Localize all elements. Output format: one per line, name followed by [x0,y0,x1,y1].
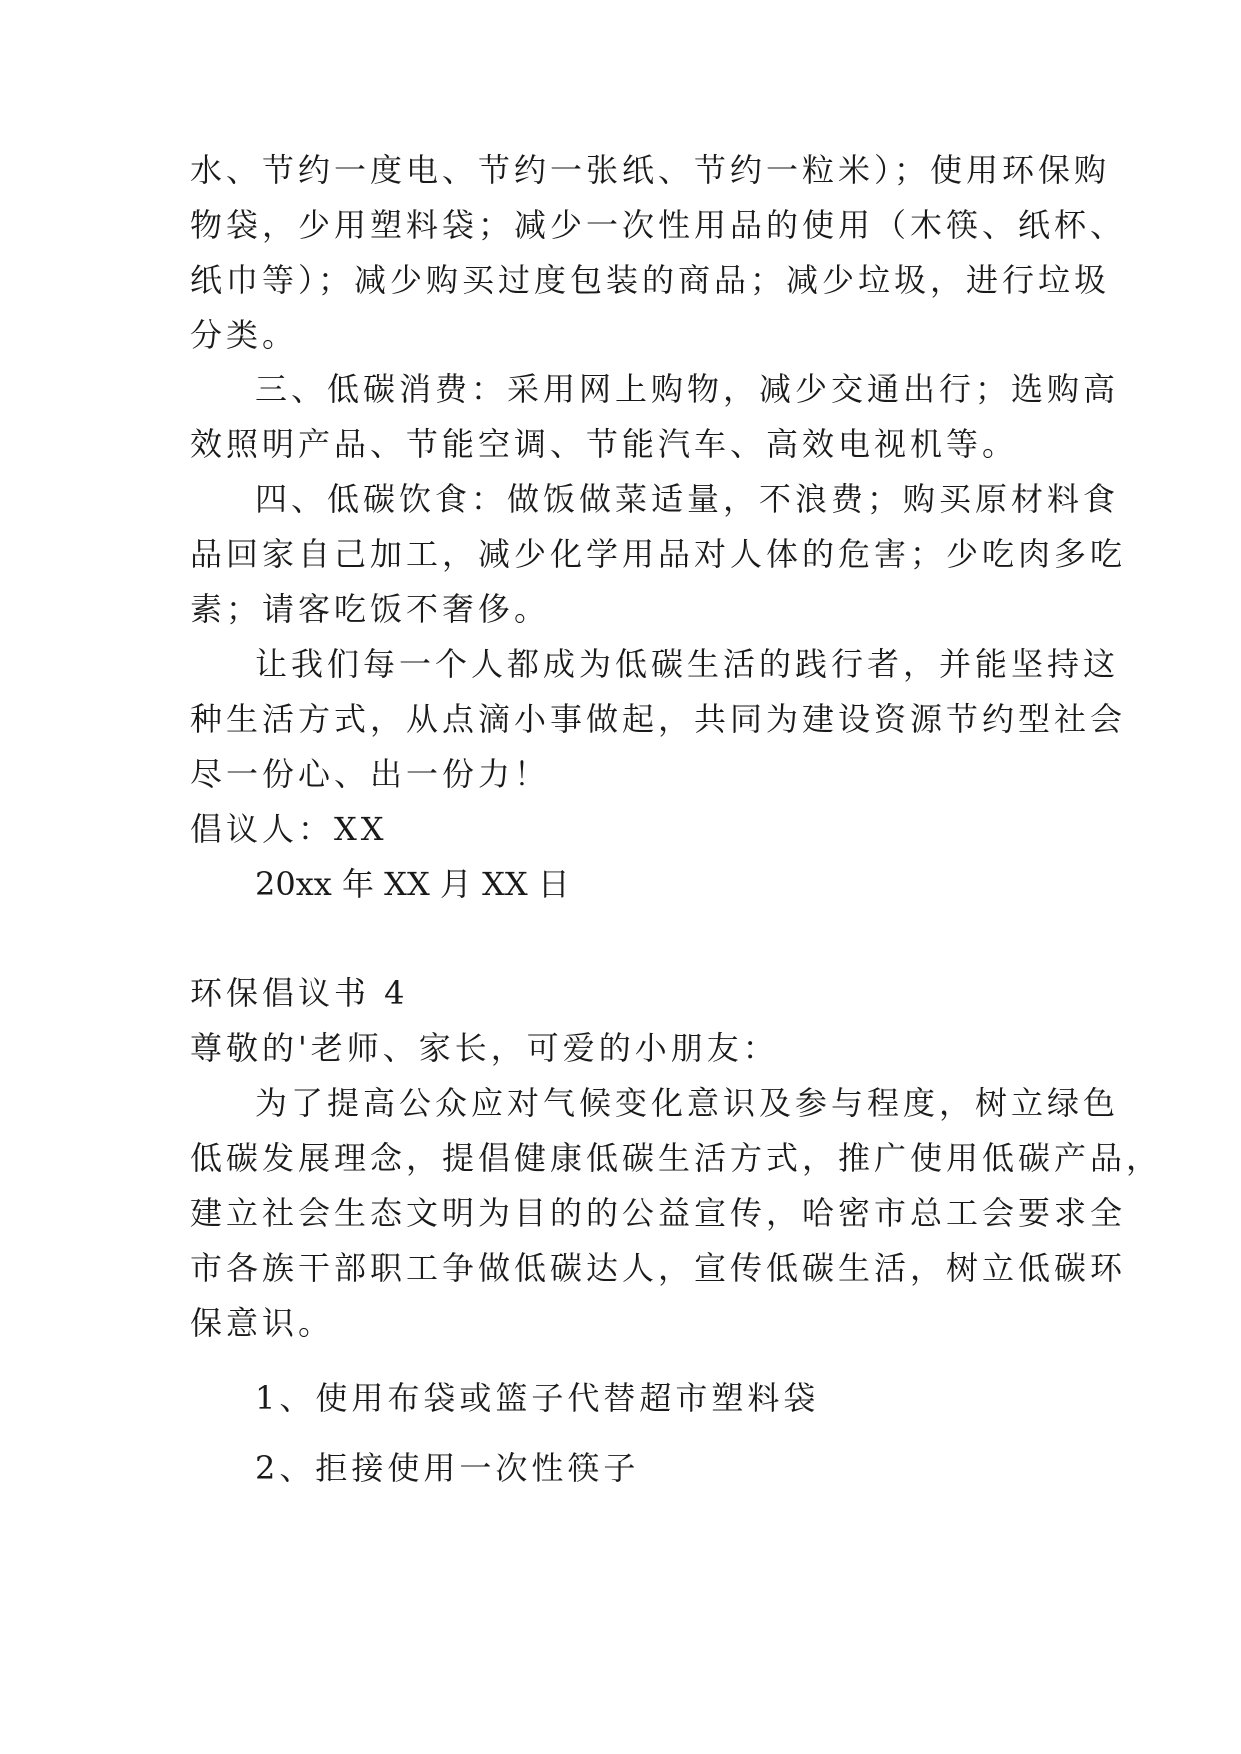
list-item: 2、拒接使用一次性筷子 [255,1449,640,1487]
text-line: 种生活方式，从点滴小事做起，共同为建设资源节约型社会 [190,700,1127,738]
initiator-signature: 倡议人：XX [190,810,388,848]
text-line: 素；请客吃饭不奢侈。 [190,590,551,628]
section-three-heading: 三、低碳消费：采用网上购物，减少交通出行；选购高 [255,370,1120,408]
text-line: 保意识。 [190,1304,335,1342]
text-line: 尽一份心、出一份力！ [190,755,551,793]
text-line: 品回家自己加工，减少化学用品对人体的危害；少吃肉多吃 [190,535,1127,573]
text-line: 效照明产品、节能空调、节能汽车、高效电视机等。 [190,425,1019,463]
date-line: 20xx 年 XX 月 XX 日 [255,865,570,903]
intro-paragraph: 为了提高公众应对气候变化意识及参与程度，树立绿色 [255,1084,1120,1122]
salutation: 尊敬的'老师、家长，可爱的小朋友： [190,1029,779,1067]
closing-paragraph: 让我们每一个人都成为低碳生活的践行者，并能坚持这 [255,645,1120,683]
section-title: 环保倡议书 4 [190,974,409,1012]
text-line: 水、节约一度电、节约一张纸、节约一粒米）；使用环保购 [190,151,1111,189]
text-line: 低碳发展理念，提倡健康低碳生活方式，推广使用低碳产品， [190,1139,1163,1177]
section-four-heading: 四、低碳饮食：做饭做菜适量，不浪费；购买原材料食 [255,480,1120,518]
text-line: 物袋，少用塑料袋；减少一次性用品的使用（木筷、纸杯、 [190,206,1127,244]
list-item: 1、使用布袋或篮子代替超市塑料袋 [255,1379,820,1417]
text-line: 市各族干部职工争做低碳达人，宣传低碳生活，树立低碳环 [190,1249,1127,1287]
text-line: 分类。 [190,316,299,354]
text-line: 纸巾等）；减少购买过度包装的商品；减少垃圾，进行垃圾 [190,261,1111,299]
text-line: 建立社会生态文明为目的的公益宣传，哈密市总工会要求全 [190,1194,1127,1232]
